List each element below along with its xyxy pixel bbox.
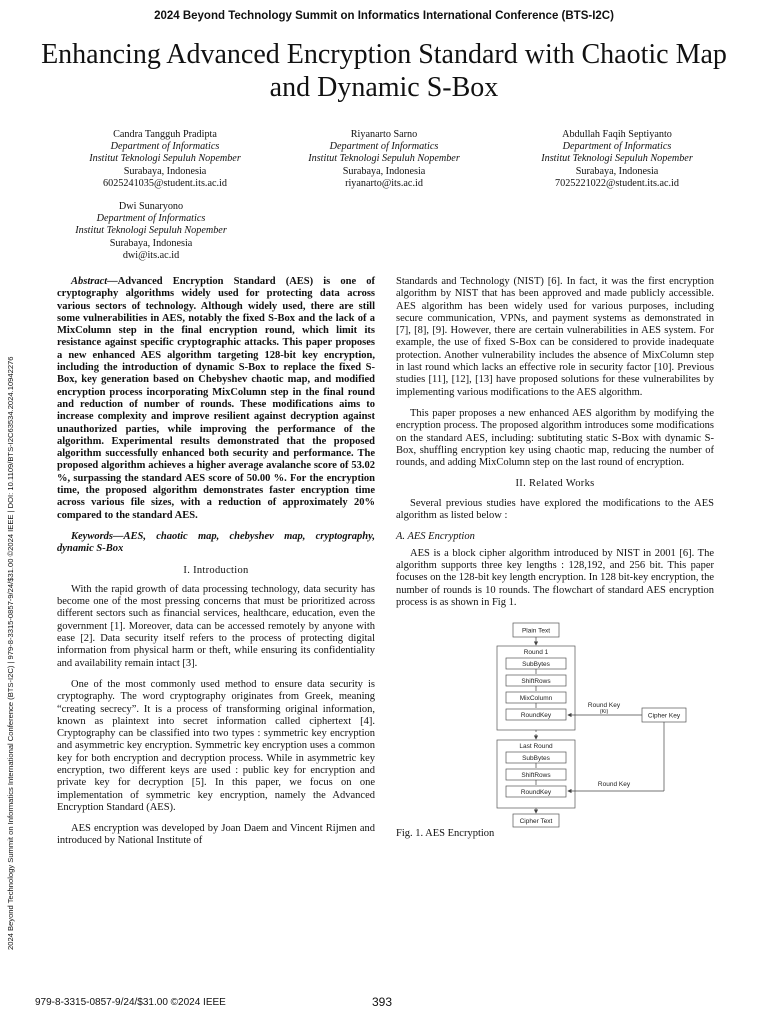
author-city: Surabaya, Indonesia bbox=[342, 165, 426, 177]
author-dept: Department of Informatics bbox=[110, 141, 220, 153]
paragraph: AES encryption was developed by Joan Daem and Vincent Rijmen and introduced by National Institute of bbox=[57, 823, 375, 847]
paragraph: One of the most commonly used method to ensure data security is cryptography. The word cryptography originates from Greek, meaning “creating secrecy”. It is a process of transforming original information, known as plaintext into secret information called ciphertext [4]. Cryptography can be classified into two types : symmetric key encryption and asymmetric key encryption. Symmetric key encryption uses a common key for both encryption and decryption process. While in asymmetric key encryption, two different keys are used : public key for encryption and private key for decryption [5]. In this paper, we focus on one implementation of symmetric key encryption, namely the Advanced Encryption Standard (AES). bbox=[57, 678, 375, 813]
cipher-text-label: Cipher Text bbox=[519, 818, 553, 826]
author-block bbox=[50, 129, 280, 190]
abstract bbox=[57, 276, 375, 522]
author-dept: Department of Informatics bbox=[96, 213, 206, 225]
right-column bbox=[396, 276, 714, 840]
subsection-heading: A. AES Encryption bbox=[396, 531, 475, 543]
subbytes-label-last: SubBytes bbox=[522, 755, 550, 763]
author-inst: Institut Teknologi Sepuluh Nopember bbox=[541, 153, 693, 165]
roundkey-label: RoundKey bbox=[520, 712, 552, 720]
roundkey-label-last: RoundKey bbox=[520, 789, 552, 797]
aes-flowchart bbox=[446, 618, 696, 828]
round1-label: Round 1 bbox=[523, 649, 549, 657]
author-inst: Institut Teknologi Sepuluh Nopember bbox=[89, 153, 241, 165]
section-heading: II. Related Works bbox=[515, 478, 595, 490]
subbytes-label: SubBytes bbox=[522, 661, 550, 669]
flowchart-svg bbox=[446, 618, 696, 828]
left-column bbox=[57, 276, 375, 857]
paragraph: AES is a block cipher algorithm introduced by NIST in 2001 [6]. The algorithm supports three key lengths : 128,192, and 256 bit. This paper focuses on the 128-bit key length encryption. In 128 bit-key encryption, the number of rounds is 10 rounds. The flowchart of standard AES encryption process is as shown in Fig 1. bbox=[396, 547, 714, 608]
keywords bbox=[57, 531, 375, 556]
shiftrows-label: ShiftRows bbox=[521, 678, 551, 686]
abstract-label: Abstract bbox=[71, 276, 108, 287]
author-email: 7025221022@student.its.ac.id bbox=[555, 177, 679, 189]
author-city: Surabaya, Indonesia bbox=[123, 165, 207, 177]
author-block bbox=[502, 129, 732, 190]
page-number: 393 bbox=[372, 995, 393, 1009]
author-dept: Department of Informatics bbox=[329, 141, 439, 153]
paragraph: Several previous studies have explored the modifications to the AES algorithm as listed below : bbox=[396, 497, 714, 522]
abstract-text: —Advanced Encryption Standard (AES) is one of cryptography algorithms widely used for protecting data across various sectors of technology. Although widely used, there are still some vulnerabilities in AES, notably the fixed S-Box and the lack of a MixColumn step in the final encryption round, which limit its resistance against specific cryptographic attacks. This paper proposes a new enhanced AES algorithm targeting 128-bit key encryption, including the introduction of dynamic S-Box to replace the fixed S-Box, key generation based on Chebyshev chaotic map, and modified encryption process incorporating MixColumn step in the final round and reduction of number of rounds. These modifications aims to increase complexity and improve resilient against decryption against unauthorized parties, while improving the performance of the algorithm. Experimental results demonstrated that the proposed algorithm successfully enhanced both security and performance. The proposed algorithm achieves a higher average avalanche score of 53.02 %, surpassing the standard AES score of 50.00 %. For the encryption time, the proposed algorithm demonstrates faster encryption time across various file sizes, with a reduction of approximately 20% compared to the standard AES. bbox=[57, 276, 375, 521]
round-key-label-2: Round Key bbox=[597, 781, 631, 789]
keywords-text: —AES, chaotic map, chebyshev map, cryptography, dynamic S-Box bbox=[57, 530, 375, 555]
section-heading: I. Introduction bbox=[183, 564, 249, 576]
paragraph: Standards and Technology (NIST) [6]. In fact, it was the first encryption algorithm by NIST that has been approved and made publicly accessible. AES algorithm has been widely used for various purposes, including secure communication, VPNs, and payment systems as demonstrated in [7], [8], [9]. However, there are certain vulnerabilities in AES system. For example, the use of fixed S-Box can be considered to provide inadequate protection. Another vulnerability includes the absence of MixColumn step in last round which lacks an effective role in security factor [10]. Previous studies [11], [12], [13] have proposed solutions for these vulnerabilites by implementing various modifications to the AES algorithm. bbox=[396, 276, 714, 398]
author-email: dwi@its.ac.id bbox=[122, 249, 180, 261]
author-email: riyanarto@its.ac.id bbox=[345, 177, 423, 189]
paragraph: With the rapid growth of data processing technology, data security has become one of the most pressing concerns that must be prioritized across different sectors such as financial services, healthcare, education, even the government [1]. Moreover, data can be accessed remotely by anyone with ease [2]. Data security itself refers to the process of protecting digital information from physical harm or theft, while ensuring its confidentiality and availability remain intact [3]. bbox=[57, 583, 375, 669]
cipher-key-label: Cipher Key bbox=[647, 712, 681, 720]
author-dept: Department of Informatics bbox=[562, 141, 672, 153]
ki-label: (Ki) bbox=[599, 709, 609, 716]
shiftrows-label-last: ShiftRows bbox=[521, 772, 551, 780]
paragraph: This paper proposes a new enhanced AES algorithm by modifying the encryption process. The proposed algorithm introduces some modifications on the standard AES, including: subtituting static S-Box with dynamic S-Box, shuffling encryption key using chaotic map, reducing the number of rounds, and adding MixColumn step on the last round of encryption. bbox=[396, 407, 714, 469]
author-city: Surabaya, Indonesia bbox=[575, 165, 659, 177]
paper-title: Enhancing Advanced Encryption Standard with Chaotic Map and Dynamic S-Box bbox=[41, 39, 727, 103]
figure-caption: Fig. 1. AES Encryption bbox=[396, 828, 495, 840]
author-name: Abdullah Faqih Septiyanto bbox=[562, 129, 672, 140]
author-name: Dwi Sunaryono bbox=[118, 201, 184, 212]
plain-text-label: Plain Text bbox=[521, 627, 551, 635]
last-round-label: Last Round bbox=[519, 743, 553, 751]
author-block bbox=[36, 201, 266, 262]
conference-header: 2024 Beyond Technology Summit on Informatics International Conference (BTS-I2C) bbox=[154, 10, 614, 22]
keywords-label: Keywords bbox=[71, 530, 113, 542]
author-inst: Institut Teknologi Sepuluh Nopember bbox=[75, 225, 227, 237]
author-name: Candra Tangguh Pradipta bbox=[113, 129, 217, 140]
round-key-ki-label: Round Key bbox=[587, 702, 621, 710]
footer-isbn: 979-8-3315-0857-9/24/$31.00 ©2024 IEEE bbox=[35, 997, 226, 1008]
author-city: Surabaya, Indonesia bbox=[109, 237, 193, 249]
mixcolumn-label: MixColumn bbox=[519, 695, 553, 703]
author-email: 6025241035@student.its.ac.id bbox=[103, 177, 227, 189]
author-block bbox=[269, 129, 499, 190]
author-name: Riyanarto Sarno bbox=[350, 129, 418, 140]
author-inst: Institut Teknologi Sepuluh Nopember bbox=[308, 153, 460, 165]
side-doi-strip: 2024 Beyond Technology Summit on Informatics International Conference (BTS-I2C) | 979-8-3315-0857-9/24/$31.00 ©2024 IEEE | DOI: 10.1109/BTS-I2C63534.2024.10942276 bbox=[6, 356, 15, 950]
